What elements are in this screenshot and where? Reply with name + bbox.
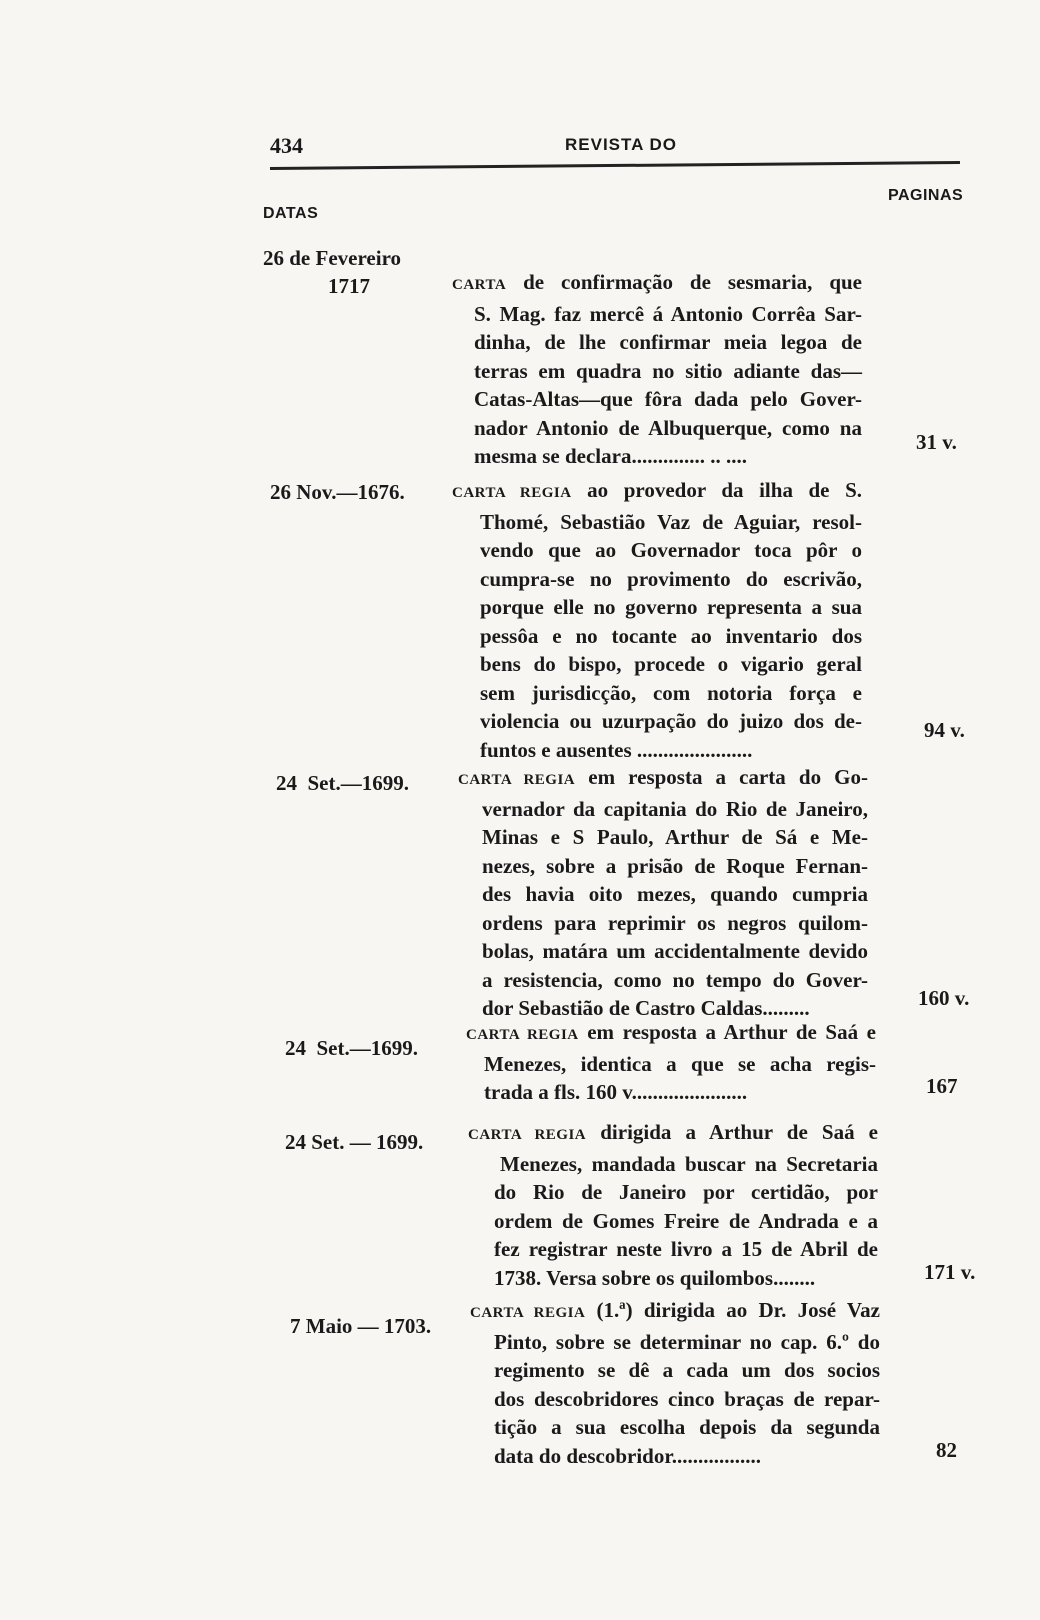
header-rule: [270, 161, 960, 170]
entry-date: 24 Set.—1699.: [276, 771, 409, 795]
page-reference: 82: [936, 1438, 957, 1462]
entry-line: tição a sua escolha depois da segunda: [494, 1415, 880, 1439]
entry-line: ordem de Gomes Freire de Andrada e a: [494, 1208, 878, 1233]
entry-line: regimento se dê a cada um dos socios: [494, 1358, 880, 1382]
entry-line: bens do bispo, procede o vigario geral: [480, 652, 862, 676]
entry-line: Menezes, identica a que se acha regis-: [484, 1051, 876, 1076]
entry-text: [466, 1018, 876, 1107]
page-header: [270, 133, 960, 173]
entry-line: vendo que ao Governador toca pôr o: [480, 538, 862, 562]
entry-line: porque elle no governo representa a sua: [480, 595, 862, 619]
page-reference: 171 v.: [924, 1260, 976, 1284]
entry-line: CARTA REGIA ao provedor da ilha de S.: [452, 478, 862, 502]
entry-line: Minas e S Paulo, Arthur de Sá e Me-: [482, 825, 868, 849]
entry-line: Menezes, mandada buscar na Secretaria: [500, 1151, 878, 1176]
entry-line: ordens para reprimir os negros quilom-: [482, 910, 868, 935]
page-reference: 94 v.: [924, 718, 965, 742]
entry-line: sem jurisdicção, com notoria força e: [480, 680, 862, 705]
page-reference: 167: [926, 1074, 958, 1098]
entry-line: S. Mag. faz mercê á Antonio Corrêa Sar-: [474, 301, 862, 326]
entry-text: [470, 1296, 880, 1470]
document-kind: CARTA REGIA: [468, 1127, 587, 1143]
entry-line: CARTA de confirmação de sesmaria, que: [452, 270, 862, 294]
entry-text: [458, 763, 868, 1023]
page-reference: 160 v.: [918, 986, 970, 1010]
entry-line: nador Antonio de Albuquerque, como na: [474, 415, 862, 440]
entry-line: mesma se declara.............. .. ....: [474, 444, 747, 468]
entry-date: 26 de Fevereiro: [263, 246, 402, 270]
document-kind: CARTA REGIA: [466, 1027, 579, 1043]
entry-line: funtos e ausentes ......................: [480, 737, 753, 762]
entry-line: nezes, sobre a prisão de Roque Fernan-: [482, 853, 868, 878]
page-number: 434: [270, 133, 303, 158]
running-title: REVISTA DO: [565, 135, 678, 154]
entry-line: Pinto, sobre se determinar no cap. 6.º do: [494, 1329, 880, 1354]
entry-text: [452, 476, 862, 764]
entry-line: bolas, matára um accidentalmente devido: [482, 939, 868, 963]
entry-line: 1738. Versa sobre os quilombos........: [494, 1265, 816, 1290]
entry-date: 26 Nov.—1676.: [270, 480, 405, 504]
entry-text: [468, 1118, 878, 1292]
entry-line: CARTA REGIA em resposta a carta do Go-: [458, 765, 869, 789]
entry-date-year: 1717: [328, 274, 370, 298]
entry-line: data do descobridor.................: [494, 1443, 762, 1468]
entry-line: trada a fls. 160 v......................: [484, 1080, 748, 1104]
column-heading-datas: DATAS: [263, 205, 319, 222]
entry-line: violencia ou uzurpação do juizo dos de-: [480, 709, 862, 733]
entry-line: pessôa e no tocante ao inventario dos: [480, 623, 862, 648]
entry-line: vernador da capitania do Rio de Janeiro,: [482, 796, 868, 821]
document-kind: CARTA REGIA: [452, 485, 572, 501]
entry-line: fez registrar neste livro a 15 de Abril de: [494, 1237, 878, 1261]
entry-line: Thomé, Sebastião Vaz de Aguiar, resol-: [480, 509, 862, 534]
entry-line: CARTA REGIA (1.ª) dirigida ao Dr. José Vaz: [470, 1298, 880, 1322]
entry-line: Catas-Altas—que fôra dada pelo Gover-: [474, 387, 862, 411]
entry-line: dor Sebastião de Castro Caldas.........: [482, 996, 810, 1020]
entry-line: dos descobridores cinco braças de repar-: [494, 1386, 880, 1411]
entry-line: cumpra-se no provimento do escrivão,: [480, 566, 862, 591]
entry-date: 24 Set.—1699.: [285, 1036, 418, 1060]
column-heading-paginas: PAGINAS: [888, 187, 964, 204]
entry-line: CARTA REGIA dirigida a Arthur de Saá e: [468, 1120, 878, 1144]
entry-line: CARTA REGIA em resposta a Arthur de Saá e: [466, 1020, 876, 1044]
entry-line: terras em quadra no sitio adiante das—: [474, 358, 862, 383]
document-kind: CARTA REGIA: [458, 772, 576, 788]
entry-line: des havia oito mezes, quando cumpria: [482, 882, 868, 906]
entry-text: [452, 268, 862, 471]
entry-line: dinha, de lhe confirmar meia legoa de: [474, 330, 862, 354]
document-kind: CARTA: [452, 277, 507, 293]
entry-line: do Rio de Janeiro por certidão, por: [494, 1180, 878, 1204]
document-kind: CARTA REGIA: [470, 1305, 586, 1321]
entry-date: 24 Set. — 1699.: [285, 1130, 424, 1154]
entry-line: a resistencia, como no tempo do Gover-: [482, 967, 868, 992]
entry-date: 7 Maio — 1703.: [290, 1314, 432, 1338]
page-reference: 31 v.: [916, 430, 957, 454]
